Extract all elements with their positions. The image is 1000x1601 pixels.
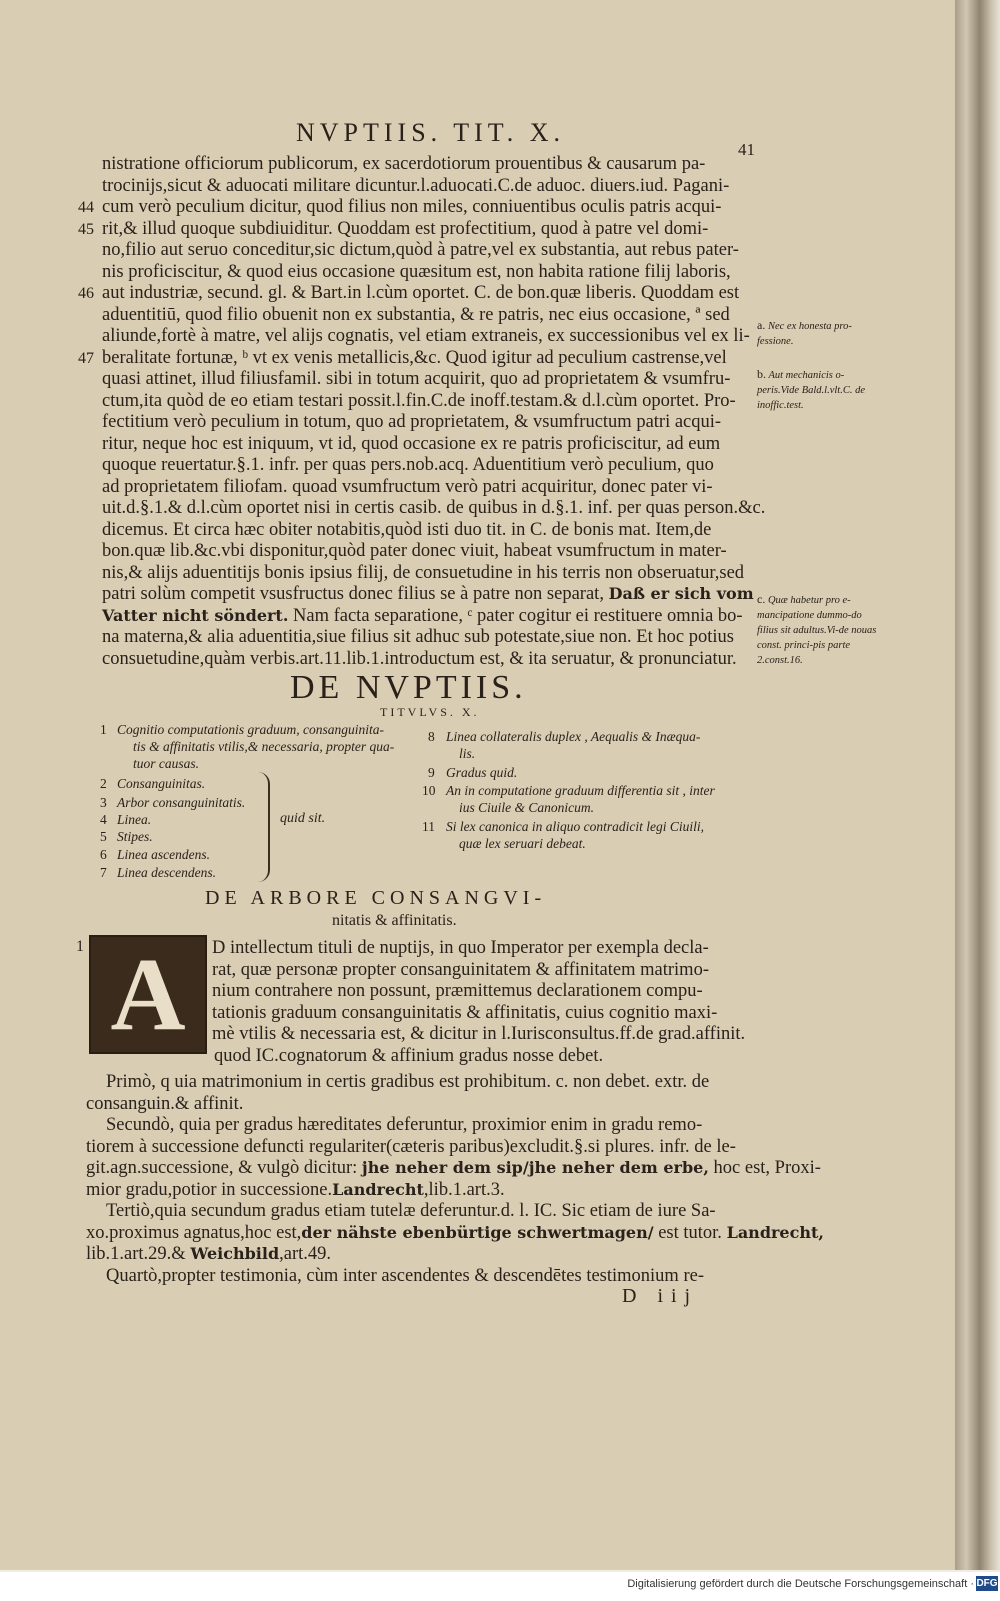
initial-letter: A [110,937,186,1052]
signature-mark: D iij [622,1285,699,1307]
index-entry: lis. [459,746,476,761]
index-number: 7 [100,865,107,880]
body-line [102,541,727,561]
line-text: quasi attinet, illud filiusfamil. sibi in totum acquirit, quo ad proprietatem & vsumfru- [102,369,731,389]
line-number: 45 [78,220,94,238]
body-line [102,606,743,626]
line-text: xo.proximus agnatus,hoc est, [86,1222,302,1243]
body-line [86,1223,824,1243]
line-text: aduentitiū, quod filio obuenit non ex substantia, & re patris, nec eius occasione, ª sed [102,304,730,325]
line-text: git.agn.successione, & vulgò dicitur: [86,1158,362,1178]
margin-note [757,367,877,413]
fraktur-text: Landrecht, [726,1222,824,1242]
intro-line: nium contrahere non possunt, præmittemus declarationem compu- [212,981,703,1001]
body-line [102,520,711,540]
body-line [102,305,730,325]
body-line [102,240,739,260]
body-line [102,176,729,196]
index-number: 1 [100,722,107,737]
index-number: 11 [422,819,435,834]
line-text: uit.d.§.1.& d.l.cùm oportet nisi in certis casib. de quibus in d.§.1. inf. per quas person.&c. [102,498,766,518]
index-entry: tis & affinitatis vtilis,& necessaria, propter qua- [133,739,395,754]
line-number: 47 [78,349,94,367]
line-text: tiorem à successione defuncti regulariter(cæteris paribus)excludit.§.si plures. infr. de le- [86,1136,736,1157]
fraktur-text: jhe neher dem sip/jhe neher dem erbe, [361,1158,709,1177]
index-entry: Cognitio computationis graduum, consanguinita- [117,722,385,737]
line-text: consanguin.& affinit. [86,1093,244,1114]
line-text: aliunde,fortè à matre, vel alijs cognatis, vel etiam extraneis, ex successionibus vel ex li- [102,326,750,346]
line-text: ctum,ita quòd de eo etiam testari possit.l.fin.C.de inoff.testam.& d.l.cùm oportet. Pro- [102,390,736,411]
line-text: ritur, neque hoc est iniquum, vt id, quod occasione ex re patris proficiscitur, ad eum [102,433,721,454]
body-line [106,1266,704,1286]
note-letter: a. [757,318,766,332]
body-line [102,563,744,583]
section-subtitle: TITVLVS. X. [380,705,480,719]
decorated-initial [89,935,207,1054]
fraktur-text: der nähste ebenbürtige schwertmagen/ [301,1222,654,1242]
line-text: bon.quæ lib.&c.vbi disponitur,quòd pater donec viuit, habeat vsumfructum in mater- [102,541,727,561]
body-line [86,1094,243,1114]
index-entry: Linea. [117,812,152,827]
note-text: Aut mechanicis o-peris.Vide Bald.l.vlt.C. de inoffic.test. [757,370,865,411]
footer-bar [0,1572,1000,1601]
subheading-continued: nitatis & affinitatis. [332,912,457,929]
line-number: 46 [78,285,94,302]
body-line [102,369,730,389]
line-text: Nam facta separatione, ᶜ pater cogitur ei restituere omnia bo- [288,605,743,626]
index-entry: Gradus quid. [446,765,518,780]
line-text: fectitium verò peculium in totum, quo ad proprietatem, & vsumfructum patri acqui- [102,412,722,432]
line-text: cum verò peculium dicitur, quod filius non miles, conniuentibus oculis patris acqui- [102,197,722,217]
body-line [86,1244,331,1264]
footer-text: Digitalisierung gefördert durch die Deutsche Forschungsgemeinschaft · [627,1578,974,1590]
index-entry: Linea collateralis duplex , Aequalis & Inæqua- [446,729,701,744]
body-line [102,649,737,669]
index-number: 8 [428,729,435,744]
line-text: Primò, q uia matrimonium in certis gradibus est prohibitum. c. non debet. extr. de [106,1072,710,1092]
line-text: consuetudine,quàm verbis.art.11.lib.1.introductum est, & ita seruatur, & pronunciatur. [102,648,737,669]
line-text: nis,& alijs aduentitijs bonis ipsius filij, de consuetudine in his terris non obseruatur,sed [102,562,745,583]
index-number: 10 [422,783,436,798]
body-line [102,477,713,497]
fraktur-text: Daß er sich vom [608,584,754,603]
body-line [106,1115,702,1135]
line-text: Tertiò,quia secundum gradus etiam tutelæ deferuntur.d. l. IC. Sic etiam de iure Sa- [106,1201,716,1221]
intro-line: quod IC.cognatorum & affinium gradus nosse debet. [214,1045,604,1066]
fraktur-text: Landrecht [332,1179,424,1199]
index-entry: ius Ciuile & Canonicum. [459,800,594,815]
paragraph-number: 1 [76,938,84,955]
section-title: DE NVPTIIS. [290,669,527,706]
line-text: patri solùm competit vsusfructus donec filius se à patre non separat, [102,584,604,604]
margin-note [757,318,877,349]
body-line [102,262,731,282]
index-entry: Linea ascendens. [117,847,210,862]
line-text: Quartò,propter testimonia, cùm inter ascendentes & descendētes testimonium re- [106,1265,704,1286]
index-entry: Si lex canonica in aliquo contradicit legi Ciuili, [446,819,704,834]
line-text: hoc est, Proxi- [708,1158,821,1178]
body-line [106,1072,709,1092]
note-text: Nec ex honesta pro-fessione. [757,321,852,347]
line-text: rit,& illud quoque subdiuiditur. Quoddam est profectitium, quod à patre vel domi- [102,218,709,239]
note-text: Quæ habetur pro e-mancipatione dummo-do filius sit adultus.Vi-de nouas const. princi-pis parte 2.const.16. [757,595,877,666]
line-text: ,lib.1.art.3. [423,1179,505,1200]
line-text: ,art.49. [279,1244,332,1264]
margin-note [757,592,877,668]
body-line [86,1158,821,1178]
intro-line: mè vtilis & necessaria est, & dicitur in l.Iurisconsultus.ff.de grad.affinit. [212,1024,746,1044]
line-text: trocinijs,sicut & aduocati militare dicuntur.l.aduocati.C.de aduoc. diuers.iud. Pagani- [102,175,730,196]
index-number: 5 [100,829,107,844]
line-text: est tutor. [653,1222,727,1243]
fraktur-text: Weichbild [190,1244,280,1263]
line-text: dicemus. Et circa hæc obiter notabitis,quòd isti duo tit. in C. de bonis mat. Item,de [102,519,712,540]
body-line [102,391,736,411]
line-text: Secundò, quia per gradus hæreditates deferuntur, proximior enim in gradu remo- [106,1115,703,1135]
index-number: 6 [100,847,107,862]
line-text: nis proficiscitur, & quod eius occasione quæsitum est, non habita ratione filij laboris, [102,261,731,282]
running-head: NVPTIIS. TIT. X. [296,118,565,147]
line-text: na materna,& alia aduentitia,siue filius sit adhuc sub potestate,siue non. Et hoc potius [102,627,734,647]
body-line [102,412,721,432]
body-line [102,326,750,346]
body-line [102,197,721,217]
line-number: 44 [78,199,94,216]
line-text: mior gradu,potior in successione. [86,1179,333,1200]
line-text: beralitate fortunæ, ᵇ vt ex venis metallicis,&c. Quod igitur ad peculium castrense,vel [102,347,727,368]
intro-line: rat, quæ personæ propter consanguinitatem & affinitatem matrimo- [212,959,709,980]
body-line [102,455,714,475]
index-entry: An in computatione graduum differentia sit , inter [446,783,715,798]
index-entry: tuor causas. [133,756,200,771]
body-line [106,1201,716,1221]
line-text: no,filio aut seruo conceditur,sic dictum,quòd à patre,vel ex substantia, aut rebus pater- [102,240,739,260]
line-text: nistratione officiorum publicorum, ex sacerdotiorum prouentibus & causarum pa- [102,154,706,174]
brace-label: quid sit. [280,811,326,826]
body-line [102,154,705,174]
line-text: lib.1.art.29.& [86,1244,191,1264]
body-line [102,627,734,647]
intro-line: D intellectum tituli de nuptijs, in quo Imperator per exempla decla- [212,938,709,958]
body-line [102,283,739,303]
index-number: 4 [100,812,107,827]
page-edge [955,0,1000,1570]
body-line [102,434,720,454]
page-number: 41 [738,140,755,159]
index-entry: Linea descendens. [117,865,216,880]
index-number: 9 [428,765,435,780]
intro-line: tationis graduum consanguinitatis & affinitatis, cuius cognitio maxi- [212,1002,718,1023]
line-text: aut industriæ, secund. gl. & Bart.in l.cùm oportet. C. de bon.quæ liberis. Quoddam est [102,283,740,303]
body-line [102,348,727,368]
body-line [102,584,754,604]
index-entry: quæ lex seruari debeat. [459,836,586,851]
body-line [102,498,765,518]
brace [258,772,270,882]
body-line [86,1180,505,1200]
index-number: 3 [100,795,107,810]
index-entry: Arbor consanguinitatis. [117,795,246,810]
body-line [86,1137,736,1157]
fraktur-text: Vatter nicht söndert. [102,605,289,625]
dfg-logo: DFG [976,1578,998,1589]
note-letter: b. [757,367,766,381]
index-entry: Consanguinitas. [117,776,206,791]
note-letter: c. [757,592,766,606]
line-text: quoque reuertatur.§.1. infr. per quas pers.nob.acq. Aduentitium verò peculium, quo [102,455,714,475]
index-number: 2 [100,776,107,791]
index-entry: Stipes. [117,829,153,844]
subheading: DE ARBORE CONSANGVI- [205,887,547,909]
body-line [102,219,708,239]
line-text: ad proprietatem filiofam. quoad vsumfructum verò patri acquiritur, donec pater vi- [102,476,713,497]
